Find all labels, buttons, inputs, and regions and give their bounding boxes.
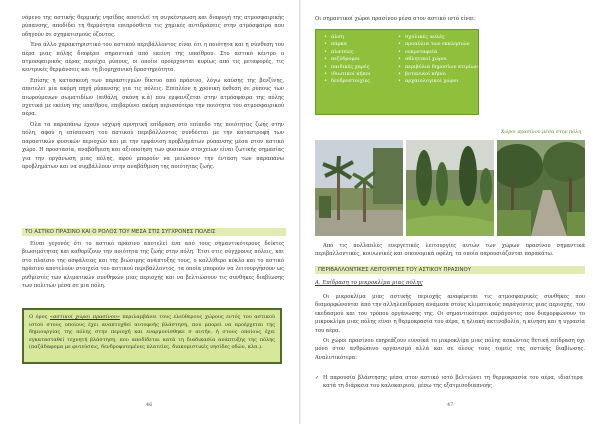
green-spaces-list	[315, 29, 479, 115]
left-section-heading: ΤΟ ΑΣΤΙΚΟ ΠΡΑΣΙΝΟ ΚΑΙ Ο ΡΟΛΟΣ ΤΟΥ ΜΕΣΑ ΣΤΙΣ ΣΥΓΧΡΟΝΕΣ ΠΟΛΕΙΣ	[22, 228, 286, 236]
page-number-left: 46	[146, 402, 153, 408]
right-para-2: Οι μικροκλίμα μιας αστικής περιοχής αναφέρεται τις ατμοσφαιρικές συνθήκες που διαμορφώνονται από την αλληλεπίδραση ανάμεσα στους κλιματικούς παράγοντες μιας περιοχής, του εκεδασμού και του τρόπου οργάνωσης της. Οι σημαντικότεροι παράγοντες που διαμορφώνουν το μικροκλίμα μιας πόλης είναι η θερμοκρασία του αέρα, η ηλιακή ακτινοβολία, η κίνηση και η υγρασία του αέρα.	[315, 294, 585, 334]
list-item: • παιδικές χαρές	[324, 64, 371, 71]
palms-illustration	[315, 140, 403, 236]
right-text-block-mid	[315, 242, 585, 261]
list-item: • αρχαιολογικοί χώροι	[398, 78, 478, 85]
list-item: • βοτανικοί κήποι	[398, 71, 478, 78]
park-photo-cypress	[406, 140, 494, 236]
left-para-4: Είναι γεγονός ότι το αστικό πράσινο αποτελεί ένα από τους σημαντικότερους δείκτες βιωσιμότητας και καθορίζουν την ποιότητα της ζωής στην πόλη. Έτσι στις σύγχρονες πόλεις, και στο πλαίσιο της ασφάλειας και της βιώσιμης ανάπτυξης τους, ο καλλίθερο κύκλο και το αστικό πράσινο αποτελούν στοιχεία του αστικού περιβάλλοντος, τα οποία μπορούν να λειτουργήσουν ως ρυθμιστές των κλιματικών συνθηκών μιας περιοχής και να βελτιώσουν τις συνθήκες διαβίωσης των πολιτών μέσα σε μια πόλη.	[22, 241, 284, 290]
right-sub-heading: Α. Επίδραση το μικροκλίμα μιας πόλης	[315, 280, 423, 286]
right-section-heading: ΠΕΡΙΒΑΛΛΟΝΤΙΚΕΣ ΛΕΙΤΟΥΡΓΙΕΣ ΤΟΥ ΑΣΤΙΚΟΥ ΠΡΑΣΙΝΟΥ	[315, 266, 585, 274]
check-icon: ✓	[315, 375, 320, 381]
callout-prefix: Ο όρος	[29, 314, 50, 320]
left-para-3: Όλα τα παραπάνω έχουν ισχυρή αρνητική επίδραση στο επίπεδο της ποιότητας ζωής στην πόλη, αφού η επίσπευση του αστικού περιβάλλοντος συνδέεται με την καταστροφή των παραστικών φυσικών περιοχών και με την εμφάνιση προβλημάτων ρύπανσης μέσα στον αστικό χώρο. Η προστασία, αναβάθμιση και αξιοποίηση των φυσικών στοιχείων είναι ζωτικής σημασίας για την οργάνωση μιας πόλης, αφού μπορούν να μειώσουν την ένταση των παραπάνω προβλημάτων και να συμβάλλουν στην αναβάθμιση της ποιότητας ζωής.	[22, 121, 284, 170]
list-column-left	[324, 34, 371, 86]
path-illustration	[497, 140, 585, 236]
list-item: • πάρκα	[324, 41, 371, 48]
right-para-3: Οι χώροι πρασίνου επηρεάζουν ευνοϊκά το μικροκλίμα μιας πόλης ασκώντας θετική επίδραση όχι μόνο στον ανθρώπινο οργανισμό αλλά και σε όλους τους τομείς της αστικής διαβίωσης. Αναλυτικότερα:	[315, 338, 585, 361]
cypress-illustration	[406, 140, 494, 236]
list-column-right	[398, 34, 478, 86]
right-text-block-bottom	[315, 293, 585, 364]
list-item: • πλατείες	[324, 49, 371, 56]
left-para-2: Επίσης η κατασκευή των παραστιγμών δίκτυο από πράσινο, λόγω καύσης της βενζίνης, αποτελεί μία ακόμη πηγή ρύπανσης για τις πόλεις. Επιπλέον η χρονική έκθεση σε ρύπους των αιωρούμενων σωματιδίων (αιθάλη, σκόνη κ.ά) που εμφανίζεται στην ατμόσφαιρα της πόλης σχετικά με εκείνη της υπαίθρου, επιβαρύνει ακόμη περισσότερο την ποιότητα του ατμοσφαιρικού αέρα.	[22, 77, 284, 118]
callout-text	[29, 314, 275, 352]
list-item: • σχολικές αυλές	[398, 34, 478, 41]
list-item: • αθλητικοί χώροι	[398, 56, 478, 63]
right-para-1: Από τις πολλαπλές ευεργετικές λειτουργίες αυτών των χώρων πρασίνου σημαντικά περιβαλλοντικές, κοινωνικές και οικονομικά οφέλη, τα οποία παρουσιάζονται παρακάτω.	[315, 243, 585, 258]
photo-strip	[315, 140, 585, 236]
list-item: • ιδιωτικοί κήποι	[324, 71, 371, 78]
right-intro: Οι σημαντικοί χώροι πρασίνου μέσα στον αστικό ιστό είναι:	[315, 16, 476, 22]
right-bullet-1	[315, 374, 583, 391]
list-item: • άλση	[324, 34, 371, 41]
park-photo-palms	[315, 140, 403, 236]
list-item: • προαύλια των εκκλησιών	[398, 41, 478, 48]
callout-body: περιλαμβάνει τους ελεύθερους χώρους εντός του αστικού ιστού στους οποίους έχει αναπτυχθεί αυτοφυής βλάστηση, που μπορεί να προέρχεται της δημιουργίας της πόλης στην περιοχή και εναρμονίσθηκε σ αυτήν, ή στους οποίους έχει εγκατασταθεί τεχνητή βλάστηση, που αποδίδεται κατά τη διαδικασία ανάπτυξης της πόλης (παζάδαφομα με φυτεύσεις, δενδροφυτεμένες πλατείες, διακομιστικές νησίδες οδών, κλπ.).	[29, 314, 275, 351]
right-intro-block	[315, 15, 581, 25]
left-page	[0, 0, 299, 424]
photo-caption: Χώροι πρασίνου μέσα στην πόλη	[501, 130, 581, 135]
page-number-right: 47	[447, 402, 454, 408]
bullet-text: Η παρουσία βλάστησης μέσα στον αστικό ιστό βελτιώνει τη θερμοκρασία του αέρα, ιδιαίτερα κατά τη διάρκεια του καλοκαιριού, μέσω της εξατμισοδιαπνοής	[323, 375, 583, 390]
list-item: • δενδροστοιχίες	[324, 78, 371, 85]
right-page	[301, 0, 600, 424]
left-text-block-mid	[22, 240, 284, 292]
list-item: • νεκροταφεία	[398, 49, 478, 56]
left-para-1: Ένα άλλο χαρακτηριστικό του αστικού περιβάλλοντος είναι ότι η ποιότητα και η σύνθεση του αέρα μιας πόλης διαφέρει σημαντικά από εκείνη της υπαίθρου. Στο αστικό κέντρο ο ατμοσφαιρικός αέρας περιέχει ρύπους, οι οποίοι προέρχονται κυρίως από τις μεταφορές, τις κεντρικές θερμάνσεις και τη βιομηχανική δραστηριότητα.	[22, 42, 284, 74]
left-text-block-top	[22, 14, 284, 173]
callout-term: «αστικοί χώροι πρασίνου»	[49, 314, 120, 320]
definition-callout	[22, 308, 282, 364]
list-item: • πεζόδρομοι	[324, 56, 371, 63]
list-item: • περιβόλια δημοσίων κτιρίων	[398, 64, 478, 71]
park-photo-path	[497, 140, 585, 236]
left-intro: νόμενο της αστικής θερμικής νησίδας αποτελεί τη συγκέντρωση και διαφυγή της ατμοσφαιρικής ρύπανσης, αποδίδει τη θερμότητα επιπρόσθετα τις χημικές αντιδράσεις στην ατμόσφαιρα που οδηγούν σε σχηματισμούς όζοντος.	[22, 15, 284, 38]
